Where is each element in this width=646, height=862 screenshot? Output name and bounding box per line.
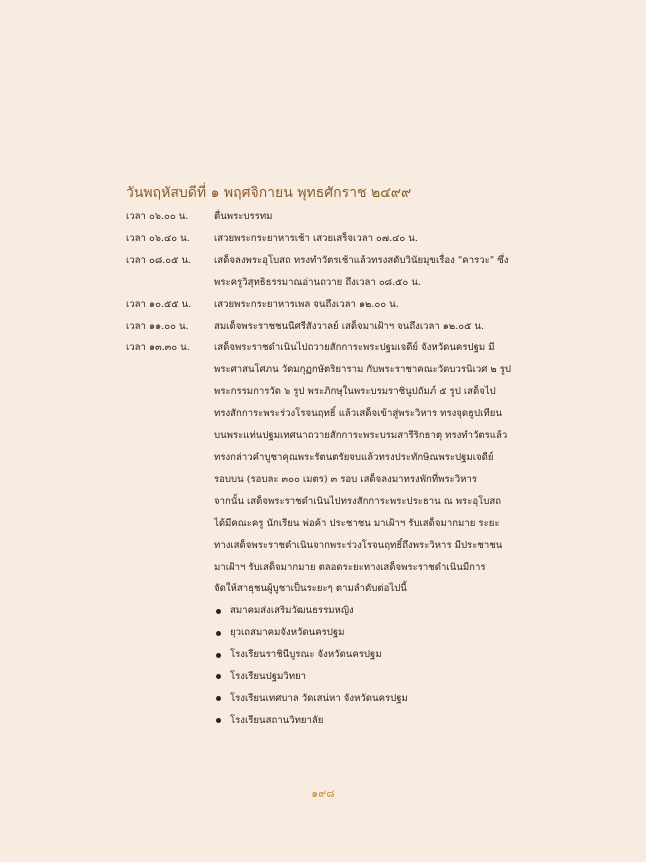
- entry-description: [214, 294, 522, 316]
- entry-text-line: บนพระแท่นปฐมเทศนาถวายสักการะพระบรมสารีริกธาตุ ทรงทำวัตรแล้ว: [214, 430, 508, 442]
- schedule-entry: [126, 250, 526, 294]
- day-heading: วันพฤหัสบดีที่ ๑ พฤศจิกายน พุทธศักราช ๒๔๙๙: [126, 185, 412, 201]
- schedule-entry: [126, 228, 526, 250]
- list-item: [214, 644, 522, 666]
- entry-text-line: มาเฝ้าฯ รับเสด็จมากมาย ตลอดระยะทางเสด็จพระราชดำเนินมีการ: [214, 561, 486, 573]
- list-item: [214, 710, 522, 732]
- entry-text-line: จัดให้สาธุชนผู้บูชาเป็นระยะๆ ตามลำดับต่อไปนี้: [214, 583, 407, 595]
- entry-text-line: ตื่นพระบรรทม: [214, 211, 273, 222]
- entry-text-line: สมเด็จพระราชชนนีศรีสังวาลย์ เสด็จมาเฝ้าฯ จนถึงเวลา ๑๒.๐๕ น.: [214, 320, 485, 332]
- bullet-icon: [216, 696, 221, 701]
- entry-text-line: ทรงกล่าวคำบูชาคุณพระรัตนตรัยจบแล้วทรงประทักษิณพระปฐมเจดีย์: [214, 451, 494, 463]
- list-item-text: โรงเรียนสถานวิทยาลัย: [230, 714, 324, 726]
- schedule-entry: [126, 206, 526, 228]
- entry-text-line: จากนั้น เสด็จพระราชดำเนินไปทรงสักการะพระประธาน ณ พระอุโบสถ: [214, 495, 502, 507]
- bullet-icon: [216, 718, 221, 723]
- entry-time: เวลา ๑๓.๓๐ น.: [126, 342, 190, 354]
- entry-time: เวลา ๑๑.๐๐ น.: [126, 320, 189, 332]
- list-item-text: โรงเรียนราชินีบูรณะ จังหวัดนครปฐม: [230, 649, 382, 661]
- entry-text-line: ได้มีคณะครู นักเรียน พ่อค้า ประชาชน มาเฝ้าฯ รับเสด็จมากมาย ระยะ: [214, 517, 500, 529]
- entry-text-line: พระครูวิสุทธิธรรมาณอ่านถวาย ถึงเวลา ๐๘.๕๐ น.: [214, 276, 421, 288]
- procession-list: [214, 600, 522, 731]
- entry-text-line: รอบบน (รอบละ ๓๐๐ เมตร) ๓ รอบ เสด็จลงมาทรงพักที่พระวิหาร: [214, 473, 478, 485]
- entry-description: [214, 250, 522, 294]
- list-item-text: สมาคมส่งเสริมวัฒนธรรมหญิง: [230, 605, 354, 617]
- entry-description: [214, 228, 522, 250]
- list-item-text: โรงเรียนเทศบาล วัดเสน่หา จังหวัดนครปฐม: [230, 692, 408, 704]
- list-item: [214, 622, 522, 644]
- entry-text-line: เสวยพระกระยาหารเพล จนถึงเวลา ๑๒.๐๐ น.: [214, 298, 399, 310]
- list-item: [214, 600, 522, 622]
- list-item-text: โรงเรียนปฐมวิทยา: [230, 671, 307, 683]
- bullet-icon: [216, 609, 221, 614]
- entry-description: [214, 316, 522, 338]
- entry-text-line: ทรงสักการะพระร่วงโรจนฤทธิ์ แล้วเสด็จเข้าสู่พระวิหาร ทรงจุดธูปเทียน: [214, 408, 502, 420]
- bullet-icon: [216, 631, 221, 636]
- schedule-entry: [126, 337, 526, 731]
- entry-description: [214, 206, 522, 228]
- entry-time: เวลา ๑๐.๕๕ น.: [126, 298, 192, 310]
- list-item-text: ยุวเถสมาคมจังหวัดนครปฐม: [230, 627, 345, 639]
- schedule-list: [126, 206, 526, 732]
- entry-description: [214, 337, 522, 731]
- bullet-icon: [216, 674, 221, 679]
- schedule-entry: [126, 294, 526, 316]
- entry-text-line: พระศาสนโศภน วัดมกุฏกษัตริยาราม กับพระราชาคณะวัดบวรนิเวศ ๒ รูป: [214, 364, 511, 376]
- entry-text-line: เสด็จพระราชดำเนินไปถวายสักการะพระปฐมเจดีย์ จังหวัดนครปฐม มี: [214, 342, 495, 354]
- list-item: [214, 666, 522, 688]
- page-number: ๑๙๘: [311, 787, 335, 800]
- schedule-entry: [126, 316, 526, 338]
- entry-text-line: เสวยพระกระยาหารเช้า เสวยเสร็จเวลา ๐๗.๔๐ น.: [214, 232, 418, 244]
- entry-text-line: เสด็จลงพระอุโบสถ ทรงทำวัตรเช้าแล้วทรงสดับวินัยมุขเรื่อง "คารวะ" ซึ่ง: [214, 254, 509, 266]
- entry-text-line: ทางเสด็จพระราชดำเนินจากพระร่วงโรจนฤทธิ์ถึงพระวิหาร มีประชาชน: [214, 539, 503, 551]
- entry-time: เวลา ๐๖.๔๐ น.: [126, 232, 190, 244]
- bullet-icon: [216, 653, 221, 658]
- entry-time: เวลา ๐๘.๐๕ น.: [126, 254, 192, 266]
- entry-text-line: พระกรรมการวัด ๖ รูป พระภิกษุในพระบรมราชินูปถัมภ์ ๕ รูป เสด็จไป: [214, 386, 496, 398]
- list-item: [214, 688, 522, 710]
- entry-time: เวลา ๐๖.๐๐ น.: [126, 211, 189, 222]
